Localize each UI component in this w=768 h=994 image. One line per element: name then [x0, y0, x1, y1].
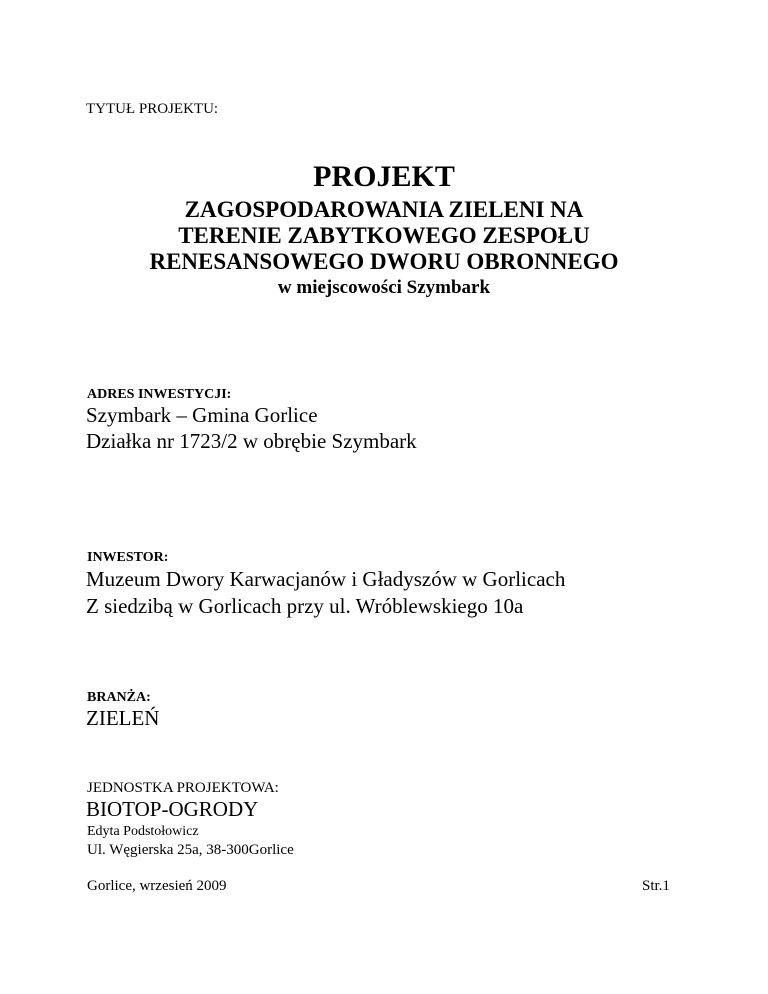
footer-place-date: Gorlice, wrzesień 2009	[87, 878, 227, 894]
investor-line-2: Z siedzibą w Gorlicach przy ul. Wróblewskiego 10a	[86, 594, 524, 618]
title-line-4: RENESANSOWEGO DWORU OBRONNEGO	[149, 249, 619, 274]
title-line-2: ZAGOSPODAROWANIA ZIELENI NA	[184, 197, 584, 222]
design-unit-address: Ul. Węgierska 25a, 38-300Gorlice	[87, 842, 294, 858]
title-line-3: TERENIE ZABYTKOWEGO ZESPOŁU	[178, 223, 590, 248]
design-unit-person: Edyta Podstołowicz	[87, 824, 199, 839]
address-line-2: Działka nr 1723/2 w obrębie Szymbark	[86, 429, 417, 453]
title-line-1: PROJEKT	[313, 160, 455, 193]
branch-value: ZIELEŃ	[86, 706, 160, 730]
branch-label: BRANŻA:	[87, 690, 151, 705]
investor-label: INWESTOR:	[87, 550, 169, 565]
address-line-1: Szymbark – Gmina Gorlice	[86, 403, 318, 427]
investor-line-1: Muzeum Dwory Karwacjanów i Gładyszów w Gorlicach	[86, 567, 566, 591]
project-title-label: TYTUŁ PROJEKTU:	[86, 101, 219, 117]
design-unit-name: BIOTOP-OGRODY	[86, 797, 259, 821]
title-line-5: w miejscowości Szymbark	[277, 277, 491, 298]
design-unit-label: JEDNOSTKA PROJEKTOWA:	[87, 780, 279, 796]
page-number: Str.1	[642, 878, 670, 894]
address-label: ADRES INWESTYCJI:	[87, 387, 232, 402]
